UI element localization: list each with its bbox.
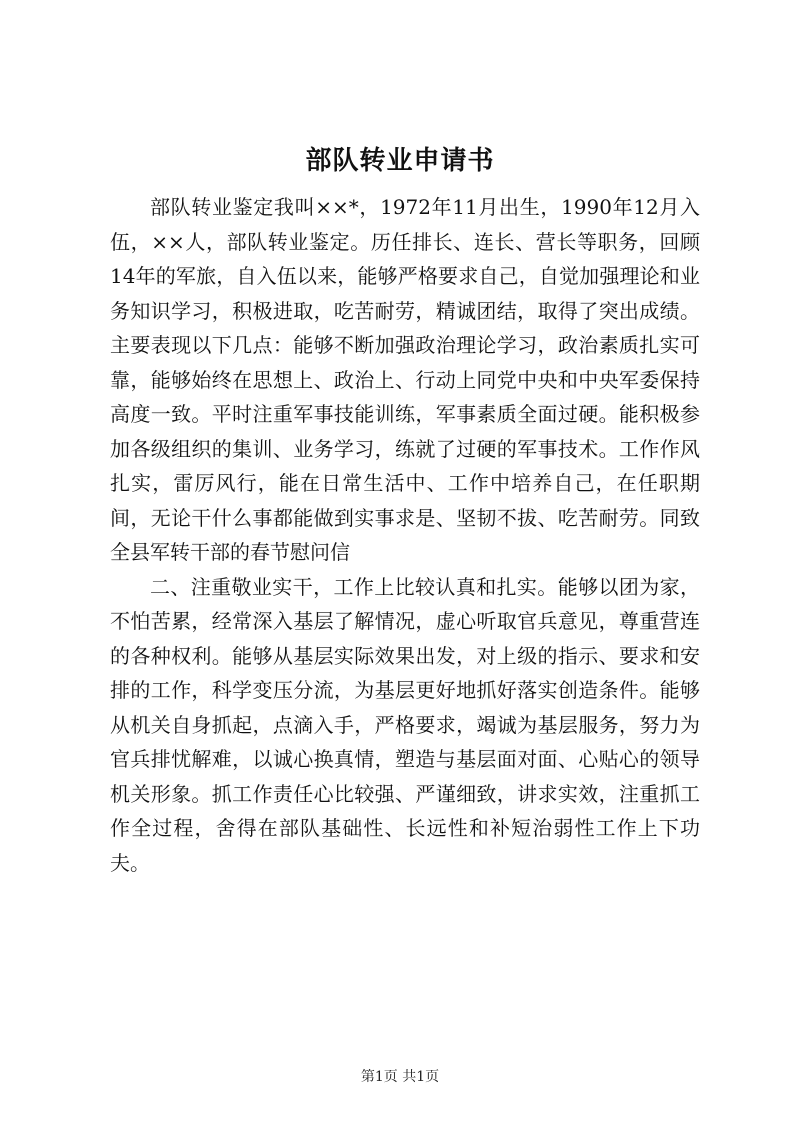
- body-paragraph-2: 二、注重敬业实干，工作上比较认真和扎实。能够以团为家，不怕苦累，经常深入基层了解情况，虚心听取官兵意见，尊重营连的各种权利。能够从基层实际效果出发，对上级的指示、要求和安排的工作，科学变压分流，为基层更好地抓好落实创造条件。能够从机关自身抓起，点滴入手，严格要求，竭诚为基层服务，努力为官兵排忧解难，以诚心换真情，塑造与基层面对面、心贴心的领导机关形象。抓工作责任心比较强、严谨细致，讲求实效，注重抓工作全过程，舍得在部队基础性、长远性和补短治弱性工作上下功夫。: [110, 574, 700, 875]
- document-title: 部队转业申请书: [305, 146, 495, 176]
- document-body: [110, 190, 700, 880]
- body-paragraph-1: 部队转业鉴定我叫××*，1972年11月出生，1990年12月入伍，××人，部队转业鉴定。历任排长、连长、营长等职务，回顾14年的军旅，自入伍以来，能够严格要求自己，自觉加强理论和业务知识学习，积极进取，吃苦耐劳，精诚团结，取得了突出成绩。主要表现以下几点：能够不断加强政治理论学习，政治素质扎实可靠，能够始终在思想上、政治上、行动上同党中央和中央军委保持高度一致。平时注重军事技能训练，军事素质全面过硬。能积极参加各级组织的集训、业务学习，练就了过硬的军事技术。工作作风扎实，雷厉风行，能在日常生活中、工作中培养自己，在任职期间，无论干什么事都能做到实事求是、坚韧不拔、吃苦耐劳。同致全县军转干部的春节慰问信: [110, 195, 700, 564]
- page-number-footer: 第1页 共1页: [360, 1069, 440, 1085]
